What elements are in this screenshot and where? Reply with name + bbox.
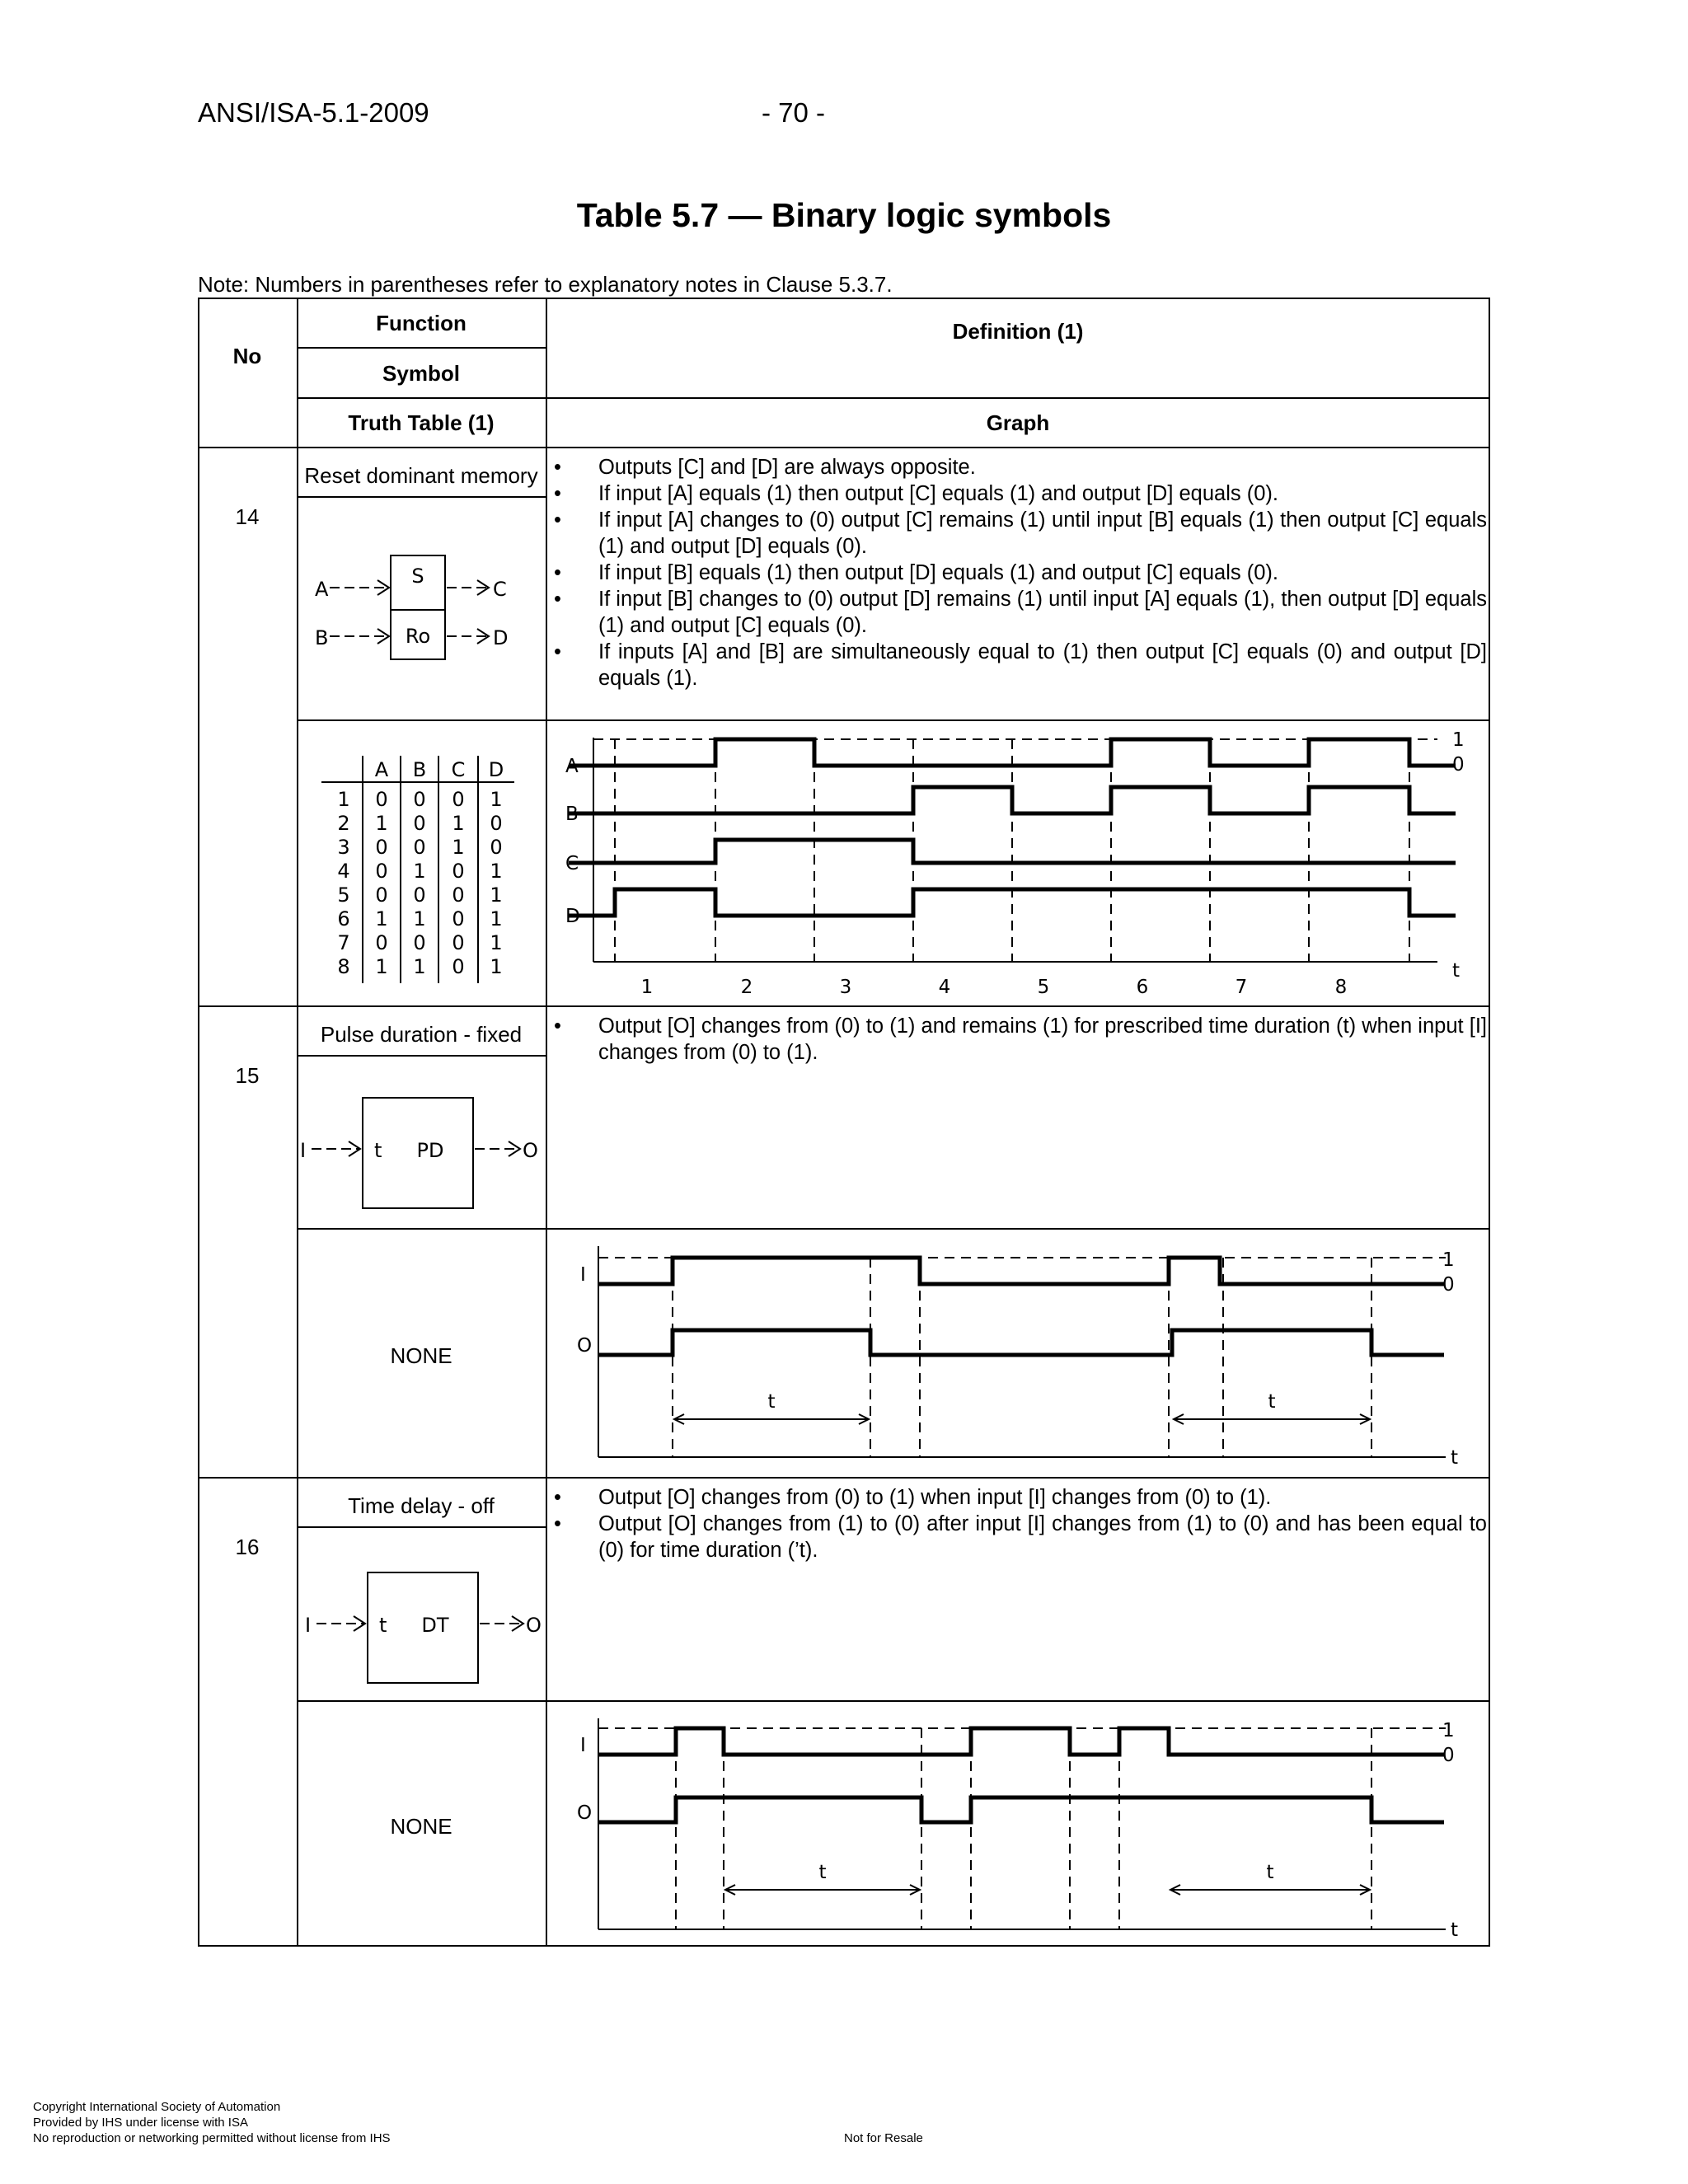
truth-table-header: C [451, 758, 466, 781]
signal-label: I [580, 1264, 586, 1286]
definition-item: • Output [O] changes from (0) to (1) when input [I] changes from (0) to (1). [554, 1486, 1272, 1509]
row-number: 15 [235, 1063, 260, 1088]
time-axis-label: t [1451, 1919, 1459, 1941]
truth-table-cell: 1 [452, 812, 465, 835]
time-label: t [374, 1139, 382, 1162]
truth-table-cell: 0 [490, 836, 503, 859]
function-name: Reset dominant memory [304, 463, 538, 488]
truth-table-cell: 0 [413, 812, 426, 835]
definition-list [551, 1013, 1487, 1066]
definition-item: • If input [B] changes to (0) output [D] remains (1) until input [A] equals (1), then output [D] equals (1) and output [C] equals (0). [554, 588, 1487, 637]
output-c-label: C [493, 578, 507, 601]
definition-item: • Output [O] changes from (1) to (0) after input [I] changes from (1) to (0) and has been equal to (0) for time duration (’t). [554, 1512, 1487, 1562]
truth-table [298, 721, 546, 1005]
definition-list [551, 454, 1487, 691]
truth-table-row-number: 8 [337, 955, 350, 978]
truth-table-cell: 0 [413, 836, 426, 859]
truth-table-cell: 1 [490, 788, 503, 811]
truth-table-cell: 1 [375, 955, 388, 978]
truth-table-cell: 0 [413, 883, 426, 907]
definition-item: • Output [O] changes from (0) to (1) and remains (1) for prescribed time duration (t) when input [I] changes from (0) to (1). [554, 1015, 1487, 1064]
truth-table-cell: 0 [375, 836, 388, 859]
table-title: Table 5.7 — Binary logic symbols [576, 196, 1112, 234]
time-axis-label: t [1452, 960, 1461, 982]
level-low-label: 0 [1452, 754, 1465, 776]
row-number: 14 [235, 504, 260, 529]
truth-table-cell: 1 [375, 907, 388, 930]
level-low-label: 0 [1442, 1274, 1455, 1296]
input-i-trace [598, 1728, 1444, 1755]
step-label: 1 [640, 977, 654, 998]
truth-table-header: D [488, 758, 504, 781]
duration-label: t [818, 1862, 827, 1883]
standard-id: ANSI/ISA-5.1-2009 [198, 97, 429, 128]
truth-table-cell: 1 [413, 860, 426, 883]
reset-label: Ro [405, 625, 431, 648]
header-graph: Graph [986, 410, 1050, 435]
duration-label: t [1266, 1862, 1274, 1883]
truth-table-cell: 0 [452, 860, 465, 883]
truth-table-row-number: 5 [337, 883, 350, 907]
definition-item: • If input [B] equals (1) then output [D] equals (1) and output [C] equals (0). [554, 561, 1278, 584]
truth-table-row-number: 2 [337, 812, 350, 835]
truth-table-row-number: 4 [337, 860, 350, 883]
duration-label: t [767, 1391, 776, 1413]
truth-table-row-number: 3 [337, 836, 350, 859]
truth-table-header: A [374, 758, 389, 781]
truth-table-cell: 0 [375, 883, 388, 907]
function-name: Time delay - off [348, 1493, 495, 1518]
output-label: O [523, 1139, 538, 1162]
input-label: I [305, 1614, 312, 1637]
time-axis-label: t [1451, 1447, 1459, 1469]
signal-label: I [580, 1735, 586, 1756]
truth-table-cell: 0 [375, 860, 388, 883]
truth-table-cell: 1 [490, 955, 503, 978]
signal-b-trace [569, 787, 1456, 813]
truth-table-row-number: 6 [337, 907, 350, 930]
row-number: 16 [235, 1535, 260, 1559]
truth-table-cell: 0 [452, 883, 465, 907]
copyright-notice: Copyright International Society of Automation Provided by IHS under license with ISA No reproduction or networking permitted without license from IHS [33, 2100, 391, 2145]
output-label: O [526, 1614, 542, 1637]
pulse-duration-symbol [298, 1057, 546, 1227]
header-function: Function [376, 311, 467, 335]
truth-table-cell: 0 [452, 955, 465, 978]
truth-table-cell: 1 [375, 812, 388, 835]
definition-item: • If input [A] equals (1) then output [C] equals (1) and output [D] equals (0). [554, 482, 1278, 505]
function-code: DT [421, 1614, 449, 1637]
signal-label: C [565, 853, 579, 874]
set-label: S [411, 565, 424, 588]
timing-graph [547, 1230, 1489, 1475]
timing-graph [547, 721, 1489, 1005]
truth-table-row-number: 1 [337, 788, 350, 811]
truth-table-cell: 0 [375, 931, 388, 954]
truth-table-cell: 0 [490, 812, 503, 835]
signal-label: A [565, 756, 579, 777]
truth-table-cell: 0 [452, 907, 465, 930]
truth-table-cell: 1 [413, 955, 426, 978]
input-b-label: B [315, 626, 329, 649]
level-low-label: 0 [1442, 1745, 1455, 1766]
truth-table-cell: 1 [490, 907, 503, 930]
signal-label: O [577, 1802, 593, 1824]
step-label: 6 [1136, 977, 1149, 998]
step-label: 7 [1235, 977, 1248, 998]
truth-table-cell: 0 [452, 788, 465, 811]
truth-table-cell: 1 [490, 860, 503, 883]
truth-table-cell: 0 [452, 931, 465, 954]
output-o-trace [598, 1330, 1444, 1355]
time-delay-off-symbol [298, 1528, 546, 1699]
truth-table-row-number: 7 [337, 931, 350, 954]
time-label: t [379, 1614, 387, 1637]
header-truth-table: Truth Table (1) [348, 410, 495, 435]
duration-label: t [1268, 1391, 1276, 1413]
truth-table-cell: 0 [375, 788, 388, 811]
level-high-label: 1 [1452, 729, 1465, 751]
output-d-label: D [493, 626, 509, 649]
function-code: PD [416, 1139, 444, 1162]
function-name: Pulse duration - fixed [320, 1022, 523, 1047]
definition-list [551, 1484, 1487, 1563]
definition-item: • Outputs [C] and [D] are always opposite. [554, 456, 976, 479]
definition-item: • If input [A] changes to (0) output [C] remains (1) until input [B] equals (1) then output [C] equals (1) and output [D] equals (0). [554, 509, 1487, 558]
truth-table-none: NONE [390, 1343, 452, 1368]
truth-table-cell: 1 [452, 836, 465, 859]
input-i-trace [598, 1258, 1444, 1284]
memory-symbol [298, 498, 546, 719]
header-definition: Definition (1) [952, 319, 1084, 344]
truth-table-cell: 0 [413, 931, 426, 954]
output-o-trace [598, 1797, 1444, 1822]
step-label: 5 [1037, 977, 1050, 998]
signal-label: D [565, 906, 580, 927]
step-label: 4 [938, 977, 951, 998]
signal-label: O [577, 1335, 593, 1357]
page-number: - 70 - [762, 97, 826, 128]
truth-table-cell: 0 [413, 788, 426, 811]
level-high-label: 1 [1442, 1249, 1455, 1271]
resale-notice: Not for Resale [844, 2131, 923, 2145]
truth-table-cell: 1 [490, 931, 503, 954]
truth-table-cell: 1 [490, 883, 503, 907]
table-note: Note: Numbers in parentheses refer to explanatory notes in Clause 5.3.7. [198, 272, 893, 297]
input-a-label: A [315, 578, 329, 601]
input-label: I [300, 1139, 307, 1162]
step-label: 2 [740, 977, 753, 998]
header-no: No [232, 344, 262, 368]
header-symbol: Symbol [382, 361, 460, 386]
truth-table-cell: 1 [413, 907, 426, 930]
definition-item: • If inputs [A] and [B] are simultaneously equal to (1) then output [C] equals (0) and output [D] equals (1). [554, 640, 1487, 690]
timing-graph [547, 1702, 1489, 1944]
level-high-label: 1 [1442, 1720, 1455, 1741]
signal-label: B [565, 804, 579, 825]
step-label: 8 [1334, 977, 1348, 998]
step-label: 3 [839, 977, 852, 998]
truth-table-none: NONE [390, 1814, 452, 1839]
truth-table-header: B [412, 758, 427, 781]
